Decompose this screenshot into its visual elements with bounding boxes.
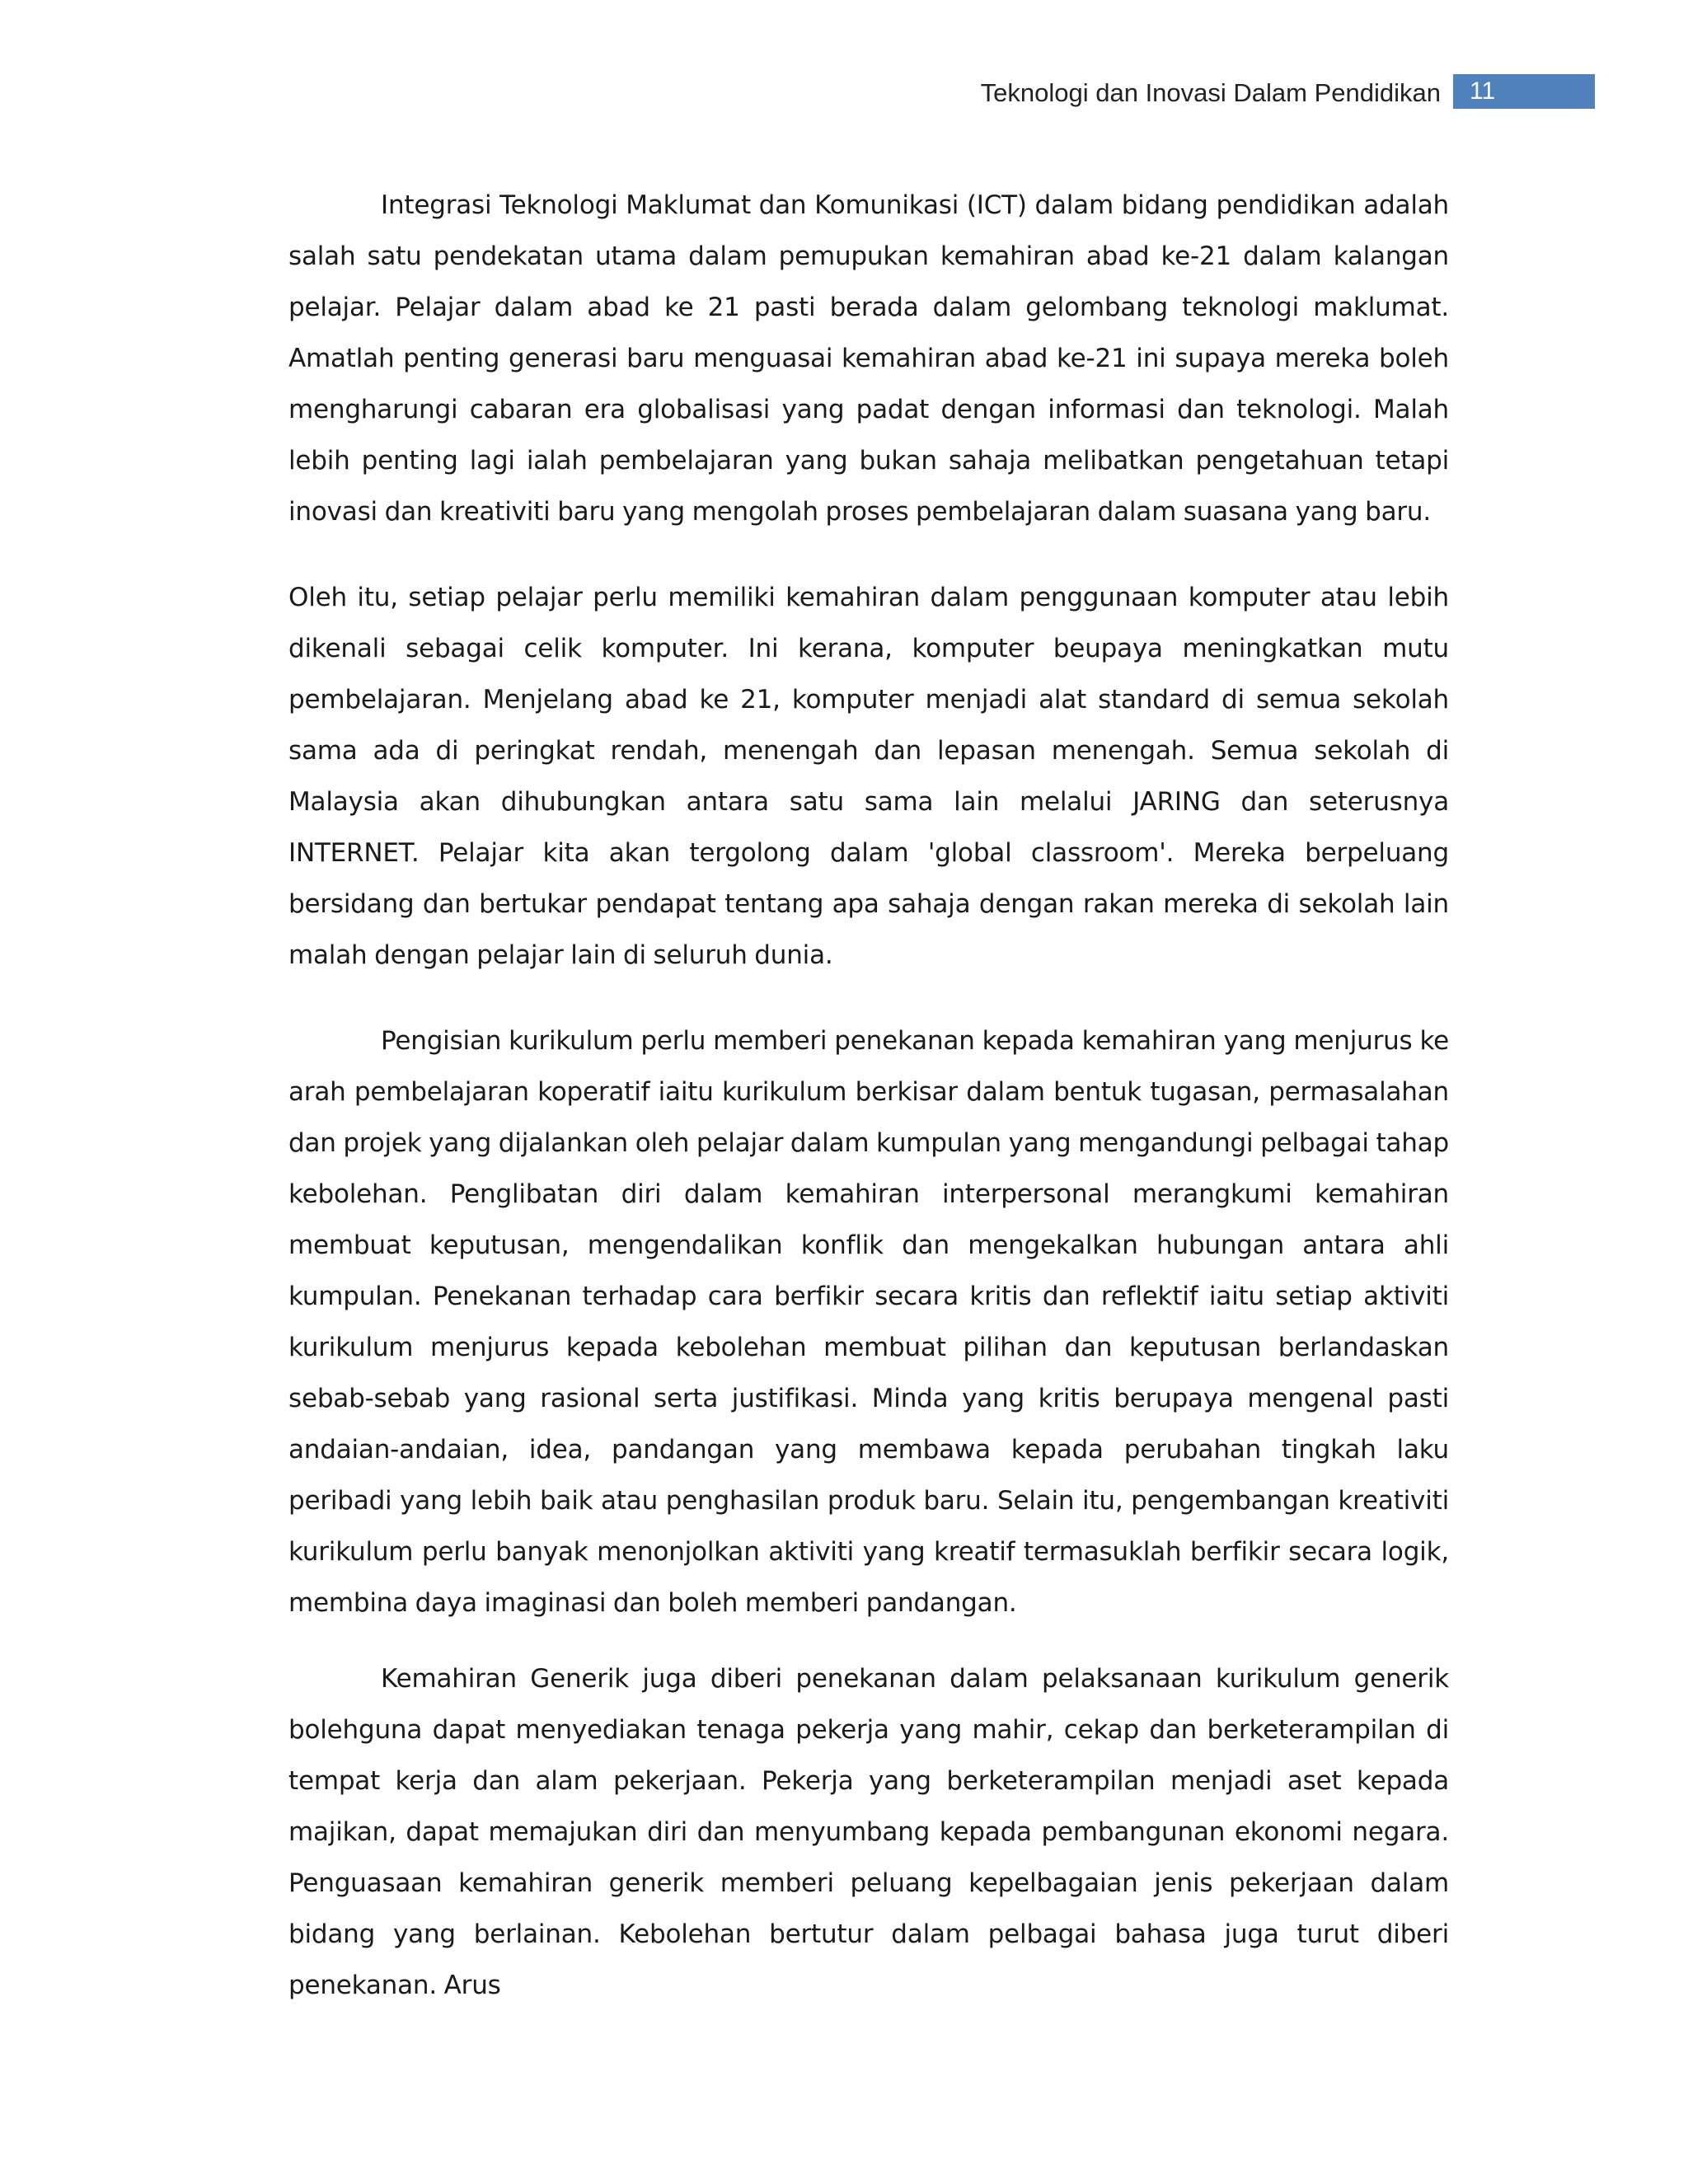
paragraph-computer-literacy: Oleh itu, setiap pelajar perlu memiliki kemahiran dalam penggunaan komputer atau lebih dikenali sebagai celik komputer. Ini kerana, komputer beupaya meningkatkan mutu pembelajaran. Menjelang abad ke 21, komputer menjadi alat standard di semua sekolah sama ada di peringkat rendah, menengah dan lepasan menengah. Semua sekolah di Malaysia akan dihubungkan antara satu sama lain melalui JARING dan seterusnya INTERNET. Pelajar kita akan tergolong dalam 'global classroom'. Mereka berpeluang bersidang dan bertukar pendapat tentang apa sahaja dengan rakan mereka di sekolah lain malah dengan pelajar lain di seluruh dunia. xyxy=(288,583,1449,970)
header-title: Teknologi dan Inovasi Dalam Pendidikan xyxy=(980,78,1441,107)
document-body xyxy=(288,180,1449,2011)
page-number-badge xyxy=(1453,74,1595,109)
paragraph-ict-integration: Integrasi Teknologi Maklumat dan Komunikasi (ICT) dalam bidang pendidikan adalah salah satu pendekatan utama dalam pemupukan kemahiran abad ke-21 dalam kalangan pelajar. Pelajar dalam abad ke 21 pasti berada dalam gelombang teknologi maklumat. Amatlah penting generasi baru menguasai kemahiran abad ke-21 ini supaya mereka boleh mengharungi cabaran era globalisasi yang padat dengan informasi dan teknologi. Malah lebih penting lagi ialah pembelajaran yang bukan sahaja melibatkan pengetahuan tetapi inovasi dan kreativiti baru yang mengolah proses pembelajaran dalam suasana yang baru. xyxy=(288,190,1449,527)
paragraph-curriculum: Pengisian kurikulum perlu memberi penekanan kepada kemahiran yang menjurus ke arah pembelajaran koperatif iaitu kurikulum berkisar dalam bentuk tugasan, permasalahan dan projek yang dijalankan oleh pelajar dalam kumpulan yang mengandungi pelbagai tahap kebolehan. Penglibatan diri dalam kemahiran interpersonal merangkumi kemahiran membuat keputusan, mengendalikan konflik dan mengekalkan hubungan antara ahli kumpulan. Penekanan terhadap cara berfikir secara kritis dan reflektif iaitu setiap aktiviti kurikulum menjurus kepada kebolehan membuat pilihan dan keputusan berlandaskan sebab-sebab yang rasional serta justifikasi. Minda yang kritis berupaya mengenal pasti andaian-andaian, idea, pandangan yang membawa kepada perubahan tingkah laku peribadi yang lebih baik atau penghasilan produk baru. Selain itu, pengembangan kreativiti kurikulum perlu banyak menonjolkan aktiviti yang kreatif termasuklah berfikir secara logik, membina daya imaginasi dan boleh memberi pandangan. xyxy=(288,1026,1449,1618)
page-header xyxy=(0,74,1688,112)
paragraph-generic-skills: Kemahiran Generik juga diberi penekanan dalam pelaksanaan kurikulum generik bolehguna dapat menyediakan tenaga pekerja yang mahir, cekap dan berketerampilan di tempat kerja dan alam pekerjaan. Pekerja yang berketerampilan menjadi aset kepada majikan, dapat memajukan diri dan menyumbang kepada pembangunan ekonomi negara. Penguasaan kemahiran generik memberi peluang kepelbagaian jenis pekerjaan dalam bidang yang berlainan. Kebolehan bertutur dalam pelbagai bahasa juga turut diberi penekanan. Arus xyxy=(288,1664,1449,2000)
page-number: 11 xyxy=(1470,77,1496,105)
